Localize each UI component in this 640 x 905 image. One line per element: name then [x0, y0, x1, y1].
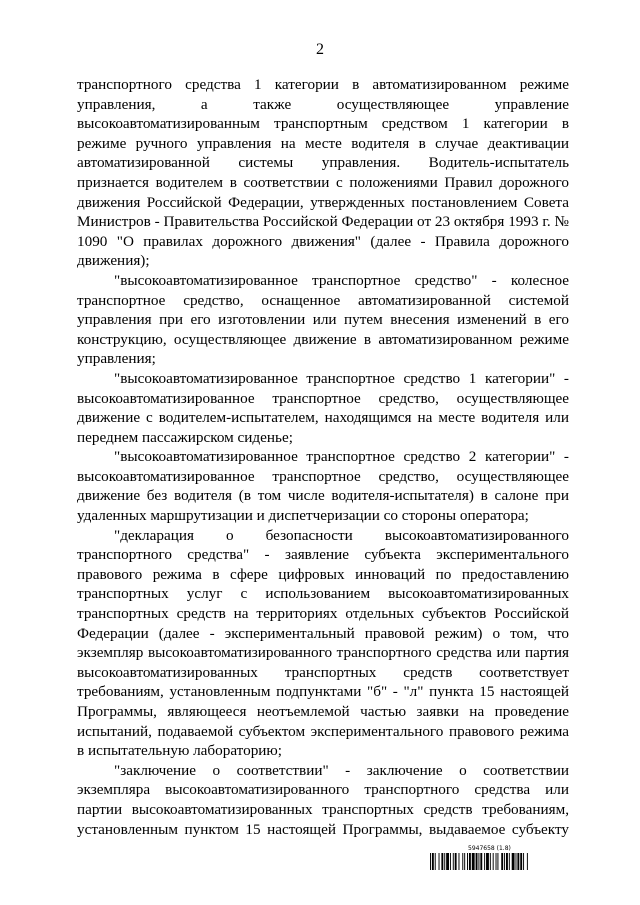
- barcode-image: [430, 853, 570, 870]
- paragraph-safety-declaration: "декларация о безопасности высокоавтоматизированного транспортного средства" - заявление субъекта экспериментального правового режима в сфере цифровых инноваций по предоставлению транспортных услуг с использованием высокоавтоматизированных транспортных средств на территориях отдельных субъектов Российской Федерации (далее - экспериментальный правовой режим) о том, что экземпляр высокоавтоматизированного транспортного средства или партия высокоавтоматизированных транспортных средств соответствует требованиям, установленным подпунктами "б" - "л" пункта 15 настоящей Программы, являющееся неотъемлемой частью заявки на проведение испытаний, подаваемой субъектом экспериментального правового режима в испытательную лабораторию;: [77, 526, 569, 760]
- paragraph-conformity-conclusion: "заключение о соответствии" - заключение о соответствии экземпляра высокоавтоматизированного транспортного средства или партии высокоавтоматизированных транспортных средств требованиям, установленным пунктом 15 настоящей Программы, выдаваемое субъекту: [77, 761, 569, 838]
- page-number: 2: [316, 41, 324, 58]
- paragraph-driver-tester: транспортного средства 1 категории в автоматизированном режиме управления, а также осуществляющее управление высокоавтоматизированным транспортным средством 1 категории в режиме ручного управления на месте водителя в случае деактивации автоматизированной системы управления. Водитель-испытатель признается водителем в соответствии с положениями Правил дорожного движения Российской Федерации, утвержденных постановлением Совета Министров - Правительства Российской Федерации от 23 октября 1993 г. № 1090 "О правилах дорожного движения" (далее - Правила дорожного движения);: [77, 76, 569, 270]
- paragraph-ha-vehicle-category-2: "высокоавтоматизированное транспортное средство 2 категории" - высокоавтоматизированное транспортное средство, осуществляющее движение без водителя (в том числе водителя-испытателя) в салоне при удаленных маршрутизации и диспетчеризации со стороны оператора;: [77, 448, 569, 525]
- paragraph-ha-vehicle-category-1: "высокоавтоматизированное транспортное средство 1 категории" - высокоавтоматизированное транспортное средство, осуществляющее движение с водителем-испытателем, находящимся на месте водителя или переднем пассажирском сиденье;: [77, 369, 569, 446]
- document-body: [77, 75, 569, 839]
- paragraph-ha-vehicle-definition: "высокоавтоматизированное транспортное средство" - колесное транспортное средство, оснащенное автоматизированной системой управления при его изготовлении или путем внесения изменений в его конструкцию, осуществляющее движение в автоматизированном режиме управления;: [77, 271, 569, 368]
- barcode-label: 5947658 (1.8): [468, 845, 511, 852]
